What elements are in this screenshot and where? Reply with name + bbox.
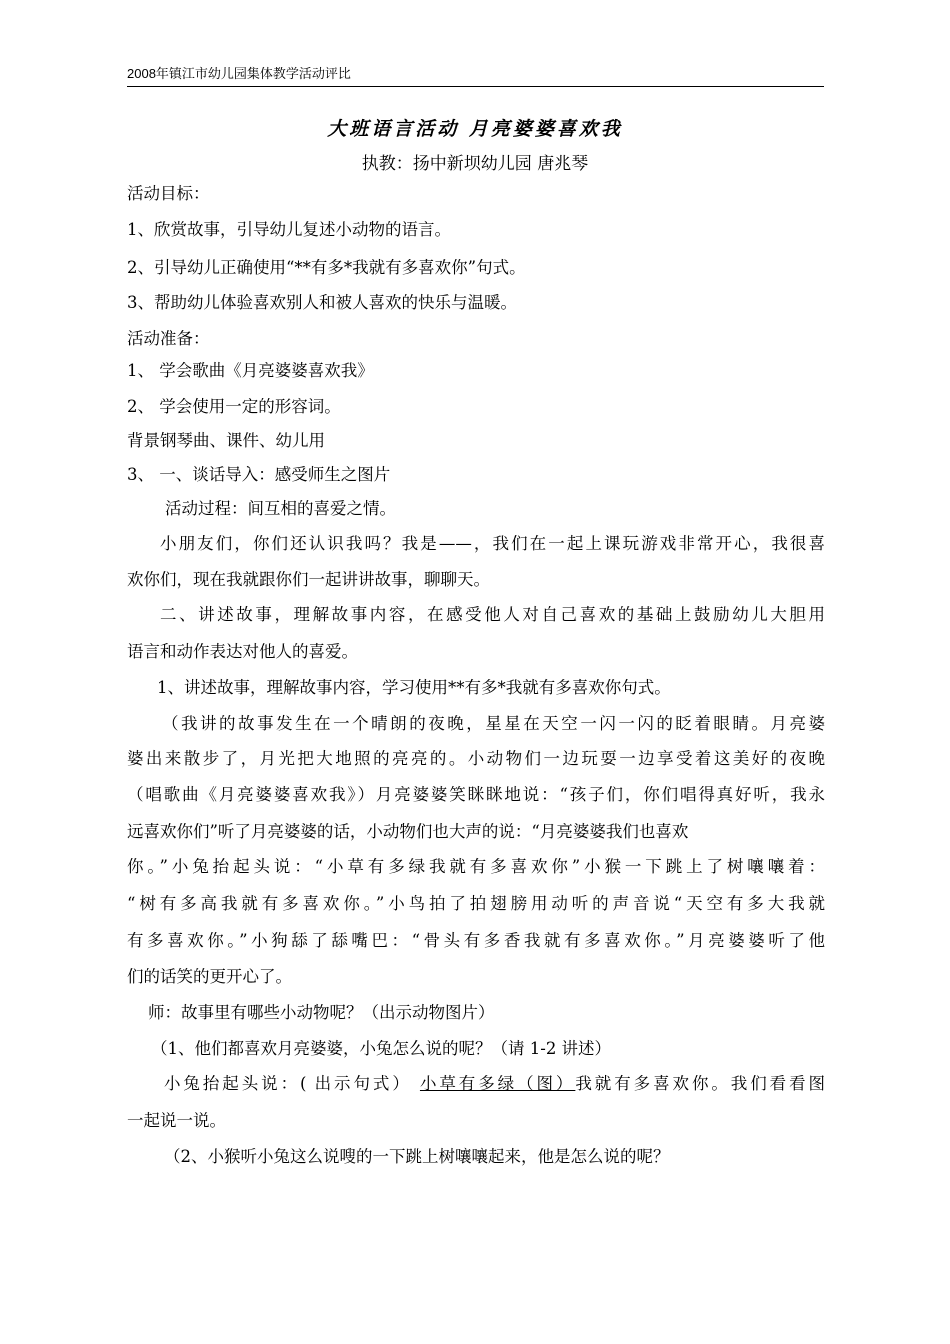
story-line: 婆出来散步了，月光把大地照的亮亮的。小动物们一边玩耍一边享受着这美好的夜晚 [127, 749, 825, 768]
paragraph-line: 1、讲述故事，理解故事内容，学习使用**有多*我就有多喜欢你句式。 [157, 678, 671, 697]
process-heading: 活动过程：间互相的喜爱之情。 [165, 499, 396, 518]
preparation-item: 3、 一、谈话导入：感受师生之图片 [127, 465, 391, 484]
sentence-tail: 我就有多喜欢你。我们看看图 [575, 1074, 826, 1093]
section-heading-preparation: 活动准备： [127, 329, 210, 348]
story-line: 你。”小兔抬起头说：“小草有多绿我就有多喜欢你”小猴一下跳上了树嚷嚷着： [127, 857, 825, 876]
sentence-pattern-line [164, 1072, 825, 1096]
sentence-lead: 小兔抬起头说：( 出示句式） [164, 1074, 420, 1093]
page-header: 2008年镇江市幼儿园集体教学活动评比 [127, 64, 824, 87]
story-line: （唱歌曲《月亮婆婆喜欢我》）月亮婆婆笑眯眯地说：“孩子们，你们唱得真好听，我永 [127, 785, 825, 804]
preparation-item: 2、 学会使用一定的形容词。 [127, 397, 341, 416]
document-title: 大班语言活动 月亮婆婆喜欢我 [327, 118, 623, 140]
story-line: （我讲的故事发生在一个晴朗的夜晚，星星在天空一闪一闪的眨着眼睛。月亮婆 [162, 714, 825, 733]
goal-item: 3、帮助幼儿体验喜欢别人和被人喜欢的快乐与温暖。 [127, 293, 517, 312]
sentence-pattern-underlined: 小草有多绿（图） [419, 1074, 576, 1093]
question-item: （1、他们都喜欢月亮婆婆，小兔怎么说的呢？（请 1-2 讲述） [151, 1039, 612, 1058]
paragraph-line: 一起说一说。 [127, 1111, 226, 1130]
section-heading-goals: 活动目标： [127, 184, 210, 203]
paragraph-line: 二、讲述故事，理解故事内容，在感受他人对自己喜欢的基础上鼓励幼儿大胆用 [160, 605, 825, 624]
story-line: 们的话笑的更开心了。 [127, 967, 292, 986]
paragraph-line: 欢你们，现在我就跟你们一起讲讲故事，聊聊天。 [127, 570, 490, 589]
document-subtitle: 执教：扬中新坝幼儿园 唐兆琴 [361, 154, 589, 174]
preparation-item: 背景钢琴曲、课件、幼儿用 [127, 431, 325, 450]
preparation-item: 1、 学会歌曲《月亮婆婆喜欢我》 [127, 361, 374, 380]
goal-item: 2、引导幼儿正确使用“**有多*我就有多喜欢你”句式。 [127, 258, 526, 277]
paragraph-line: 小朋友们，你们还认识我吗？我是——，我们在一起上课玩游戏非常开心，我很喜 [160, 534, 825, 553]
question-item: （2、小猴听小兔这么说嗖的一下跳上树嚷嚷起来，他是怎么说的呢？ [164, 1147, 670, 1166]
paragraph-line: 语言和动作表达对他人的喜爱。 [127, 642, 358, 661]
goal-item: 1、欣赏故事，引导幼儿复述小动物的语言。 [127, 220, 451, 239]
story-line: “树有多高我就有多喜欢你。”小鸟拍了拍翅膀用动听的声音说“天空有多大我就 [127, 894, 825, 913]
story-line: 远喜欢你们”听了月亮婆婆的话，小动物们也大声的说：“月亮婆婆我们也喜欢 [127, 822, 689, 841]
teacher-question: 师：故事里有哪些小动物呢？（出示动物图片） [148, 1003, 495, 1022]
story-line: 有多喜欢你。”小狗舔了舔嘴巴：“骨头有多香我就有多喜欢你。”月亮婆婆听了他 [127, 931, 825, 950]
